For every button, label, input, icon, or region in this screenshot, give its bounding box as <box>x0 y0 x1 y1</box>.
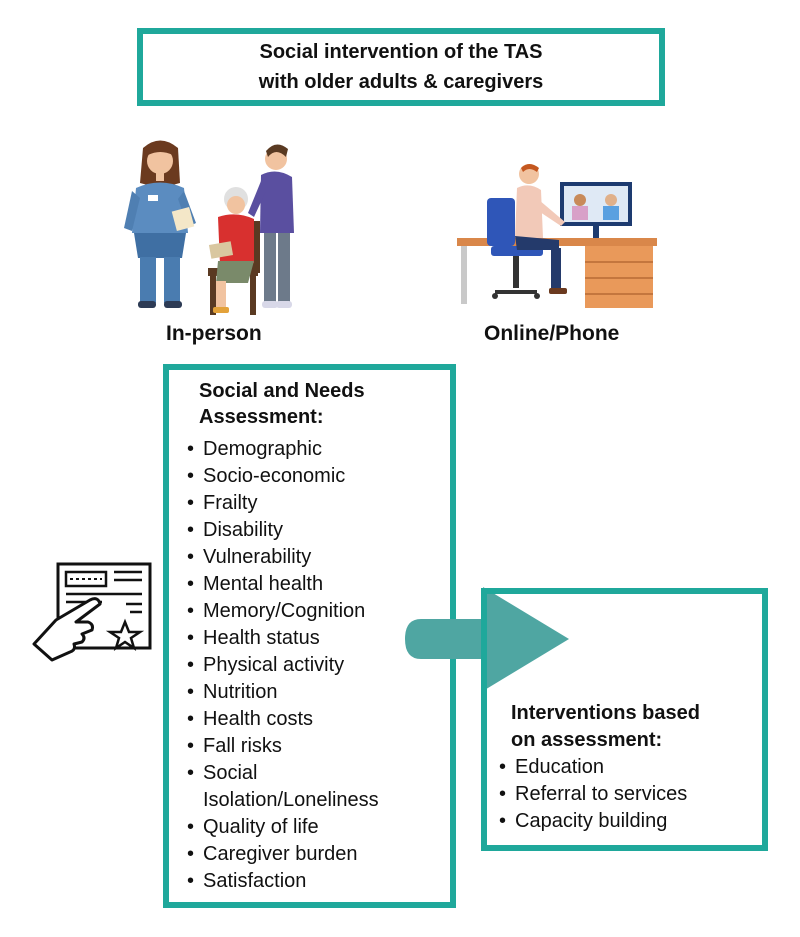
list-item: • Demographic <box>183 436 379 463</box>
assessment-list <box>183 436 379 895</box>
in-person-label: In-person <box>166 322 262 345</box>
monitor-icon <box>560 182 632 238</box>
interventions-list <box>495 754 687 835</box>
person-at-desk <box>515 164 567 294</box>
assessment-heading <box>199 378 365 430</box>
title-line-1: Social intervention of the TAS <box>259 41 543 63</box>
list-item: • Health status <box>183 625 379 652</box>
checklist-hand-icon <box>30 560 155 665</box>
title-box <box>137 28 665 106</box>
online-call-illustration <box>455 160 660 310</box>
interventions-heading-line-2: on assessment: <box>511 729 663 751</box>
in-person-illustration <box>118 133 318 318</box>
interventions-heading <box>511 700 700 754</box>
assessment-heading-line-2: Assessment: <box>199 406 324 428</box>
list-item: • Mental health <box>183 571 379 598</box>
interventions-box <box>481 588 768 851</box>
list-item: • Nutrition <box>183 679 379 706</box>
list-item: • Education <box>495 754 687 781</box>
online-phone-label: Online/Phone <box>484 322 620 345</box>
list-item: • Fall risks <box>183 733 379 760</box>
list-item: • Memory/Cognition <box>183 598 379 625</box>
list-item: • Physical activity <box>183 652 379 679</box>
nurse-figure <box>124 141 196 309</box>
list-item-social-line-2: Isolation/Loneliness <box>203 789 379 811</box>
list-item-social-line-1: • Social <box>203 762 258 784</box>
list-item-social <box>183 760 379 814</box>
title-line-2: with older adults & caregivers <box>258 71 544 93</box>
list-item: • Satisfaction <box>183 868 379 895</box>
interventions-heading-line-1: Interventions based <box>511 702 700 724</box>
list-item: • Health costs <box>183 706 379 733</box>
list-item: • Caregiver burden <box>183 841 379 868</box>
list-item: • Quality of life <box>183 814 379 841</box>
list-item: • Disability <box>183 517 379 544</box>
assessment-heading-line-1: Social and Needs <box>199 380 365 402</box>
list-item: • Capacity building <box>495 808 687 835</box>
list-item: • Referral to services <box>495 781 687 808</box>
list-item: • Frailty <box>183 490 379 517</box>
list-item: • Vulnerability <box>183 544 379 571</box>
list-item: • Socio-economic <box>183 463 379 490</box>
